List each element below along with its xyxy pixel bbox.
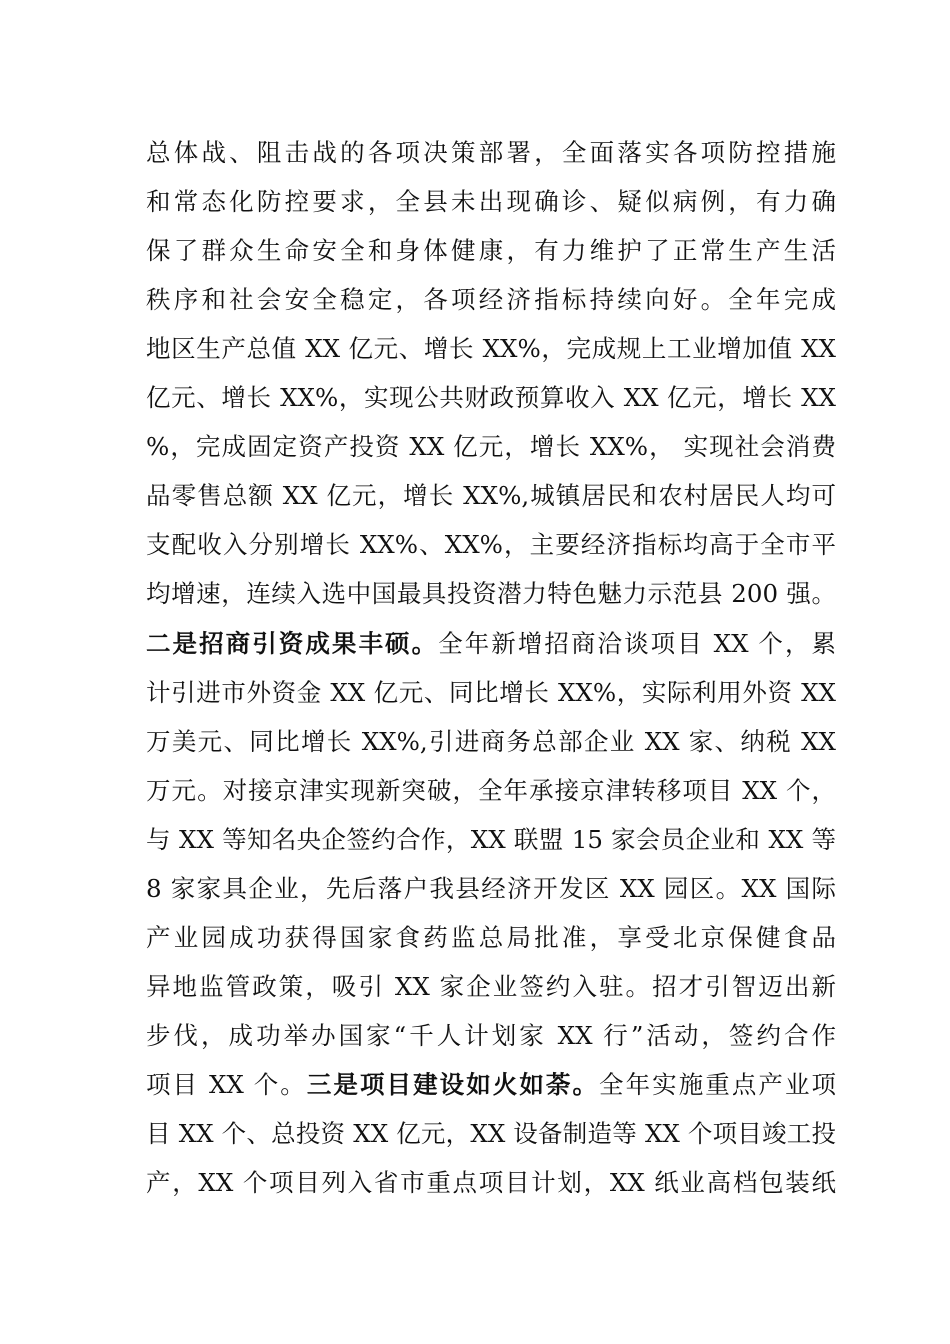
line-text: 品零售总额 XX 亿元，增长 XX%,城镇居民和农村居民人均可 (146, 481, 836, 510)
bold-heading-text: 三是项目建设如火如荼。 (306, 1070, 600, 1099)
line-text: 与 XX 等知名央企签约合作，XX 联盟 15 家会员企业和 XX 等 (146, 825, 836, 854)
paragraph-line (146, 869, 836, 909)
paragraph-line (146, 525, 836, 565)
line-text: 万元。对接京津实现新突破，全年承接京津转移项目 XX 个， (146, 776, 836, 805)
line-text: 秩序和社会安全稳定，各项经济指标持续向好。全年完成 (146, 285, 836, 314)
line-text: 全年新增招商洽谈项目 XX 个，累 (438, 629, 837, 658)
line-text: 产，XX 个项目列入省市重点项目计划，XX 纸业高档包装纸 (146, 1168, 836, 1197)
paragraph-line (146, 329, 836, 369)
line-text: 项目 XX 个。 (146, 1070, 307, 1099)
line-text: 万美元、同比增长 XX%,引进商务总部企业 XX 家、纳税 XX (146, 727, 836, 756)
line-text: %，完成固定资产投资 XX 亿元，增长 XX%， 实现社会消费 (146, 432, 836, 461)
paragraph-line (146, 133, 836, 173)
paragraph-line (146, 280, 836, 320)
line-text: 8 家家具企业，先后落户我县经济开发区 XX 园区。XX 国际 (146, 874, 836, 903)
paragraph-line (146, 820, 836, 860)
paragraph-line (146, 427, 836, 467)
paragraph-line (146, 771, 836, 811)
paragraph-line (146, 182, 836, 222)
paragraph-line (146, 1065, 836, 1105)
paragraph-line (146, 967, 836, 1007)
paragraph-line (146, 231, 836, 271)
line-text: 支配收入分别增长 XX%、XX%，主要经济指标均高于全市平 (146, 530, 836, 559)
paragraph-line (146, 574, 836, 614)
paragraph-line (146, 1163, 836, 1203)
line-text: 步伐，成功举办国家“千人计划家 XX 行”活动，签约合作 (146, 1021, 836, 1050)
paragraph-line (146, 673, 836, 713)
line-text: 异地监管政策，吸引 XX 家企业签约入驻。招才引智迈出新 (146, 972, 836, 1001)
line-text: 计引进市外资金 XX 亿元、同比增长 XX%，实际利用外资 XX (146, 678, 836, 707)
paragraph-line (146, 378, 836, 418)
paragraph-line (146, 722, 836, 762)
paragraph-line (146, 1016, 836, 1056)
bold-heading-text: 二是招商引资成果丰硕。 (146, 629, 439, 658)
line-text: 均增速，连续入选中国最具投资潜力特色魅力示范县 200 强。 (146, 579, 836, 608)
paragraph-line (146, 918, 836, 958)
paragraph-line (146, 1114, 836, 1154)
line-text: 保了群众生命安全和身体健康，有力维护了正常生产生活 (146, 236, 836, 265)
line-text: 产业园成功获得国家食药监总局批准，享受北京保健食品 (146, 923, 836, 952)
line-text: 全年实施重点产业项 (599, 1070, 837, 1099)
paragraph-line (146, 476, 836, 516)
paragraph-line (146, 624, 836, 664)
line-text: 目 XX 个、总投资 XX 亿元，XX 设备制造等 XX 个项目竣工投 (146, 1119, 836, 1148)
line-text: 亿元、增长 XX%，实现公共财政预算收入 XX 亿元，增长 XX (146, 383, 836, 412)
line-text: 和常态化防控要求，全县未出现确诊、疑似病例，有力确 (146, 187, 836, 216)
line-text: 地区生产总值 XX 亿元、增长 XX%，完成规上工业增加值 XX (146, 334, 836, 363)
line-text: 总体战、阻击战的各项决策部署，全面落实各项防控措施 (146, 138, 836, 167)
